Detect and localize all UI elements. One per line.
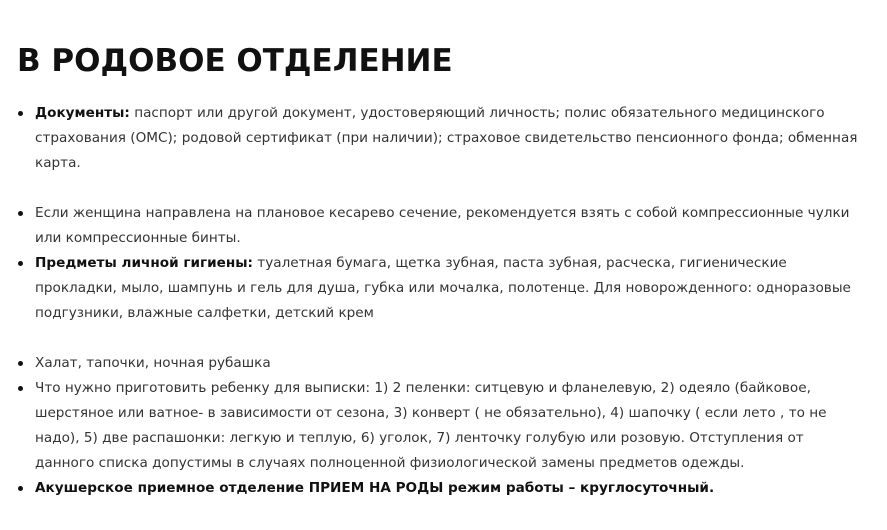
page-title: В РОДОВОЕ ОТДЕЛЕНИЕ — [17, 43, 453, 79]
item-label: Предметы личной гигиены: — [35, 255, 253, 271]
checklist — [0, 101, 887, 501]
item-text: Халат, тапочки, ночная рубашка — [35, 355, 271, 371]
item-text: Если женщина направлена на плановое кесарево сечение, рекомендуется взять с собой компрессионные чулки или компрессионные бинты. — [35, 205, 850, 246]
list-item-discharge — [0, 376, 865, 476]
item-text: паспорт или другой документ, удостоверяющий личность; полис обязательного медицинского страхования (ОМС); родовой сертификат (при наличии); страховое свидетельство пенсионного фонда; обменная карта. — [35, 105, 858, 171]
list-item-hygiene — [0, 251, 865, 326]
item-text: Акушерское приемное отделение ПРИЕМ НА РОДЫ режим работы – круглосуточный. — [35, 480, 715, 496]
item-label: Документы: — [35, 105, 130, 121]
list-item-cesarean — [0, 201, 865, 251]
list-item-documents — [0, 101, 865, 176]
item-text: туалетная бумага, щетка зубная, паста зубная, расческа, гигиенические прокладки, мыло, шампунь и гель для душа, губка или мочалка, полотенце. Для новорожденного: одноразовые подгузники, влажные салфетки, детский крем — [35, 255, 851, 321]
item-text: Что нужно приготовить ребенку для выписки: 1) 2 пеленки: ситцевую и фланелевую, 2) одеяло (байковое, шерстяное или ватное- в зависимости от сезона, 3) конверт ( не обязательно), 4) шапочку ( если лето , то не надо), 5) две распашонки: легкую и теплую, 6) уголок, 7) ленточку голубую или розовую. Отступления от данного списка допустимы в случаях полноценной физиологической замены предметов одежды. — [35, 380, 827, 471]
list-item-clothing — [0, 351, 865, 376]
list-item-admission-hours — [0, 476, 865, 501]
